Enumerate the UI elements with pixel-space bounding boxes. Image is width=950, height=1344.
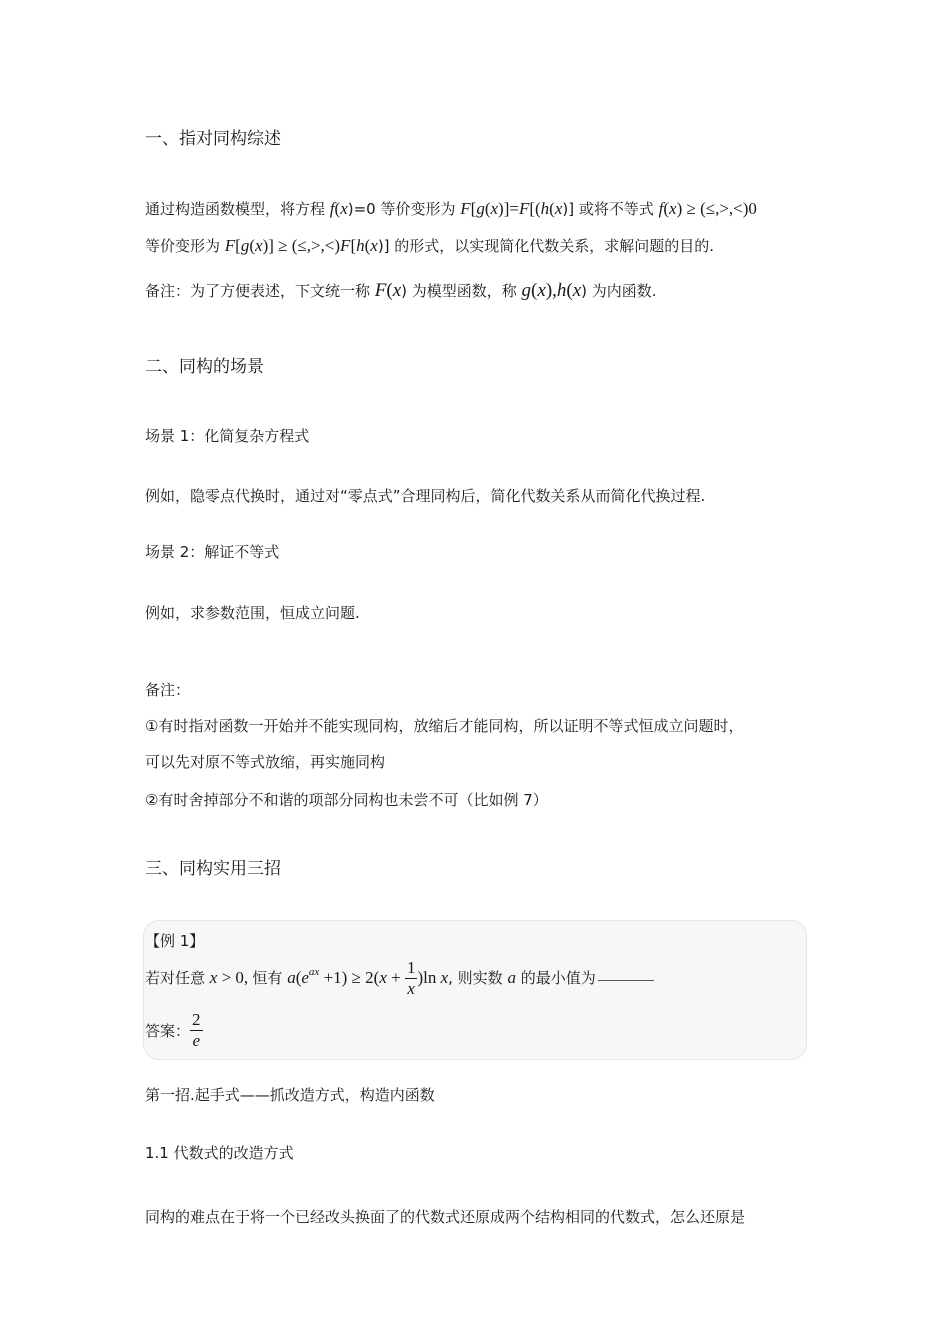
example-answer: 答案： $\frac{2}{e}$ (145, 1010, 201, 1050)
remark-1-line-1: ①有时指对函数一开始并不能实现同构，放缩后才能同构，所以证明不等式恒成立问题时， (145, 717, 744, 735)
remark-1-line-2: 可以先对原不等式放缩，再实施同构 (145, 753, 386, 771)
answer-blank (598, 980, 654, 981)
section-heading-2: 二、同构的场景 (145, 357, 264, 377)
section-heading-3: 三、同构实用三招 (145, 859, 281, 879)
remark-title: 备注： (145, 681, 191, 699)
scene-2-title: 场景 2：解证不等式 (145, 543, 280, 561)
remark-2: ②有时舍掉部分不和谐的项部分同构也未尝不可（比如例 7） (145, 791, 548, 809)
scene-1-title: 场景 1：化简复杂方程式 (145, 427, 310, 445)
example-label: 【例 1】 (145, 932, 205, 950)
paragraph-text: 同构的难点在于将一个已经改头换面了的代数式还原成两个结构相同的代数式，怎么还原是 (145, 1208, 746, 1226)
move-1-heading: 第一招.起手式——抓改造方式，构造内函数 (145, 1086, 435, 1104)
definition-line-2: 等价变形为 F[g(x)] ≥ (≤,>,<)F[h(x)] 的形式，以实现简化代数关系，求解问题的目的. (145, 236, 715, 255)
scene-2-text: 例如，求参数范围，恒成立问题. (145, 604, 360, 622)
definition-line-1: 通过构造函数模型，将方程 f(x)=0 等价变形为 F[g(x)]=F[(h(x)] 或将不等式 f(x) ≥ (≤,>,<)0 (145, 199, 757, 218)
fraction-two-over-e: $\frac{2}{e}$ (192, 1010, 201, 1050)
model-function-note: 备注：为了方便表述，下文统一称 F(x) 为模型函数，称 g(x),h(x) 为内函数. (145, 280, 657, 301)
section-heading-1: 一、指对同构综述 (145, 129, 281, 149)
example-question: 若对任意 x > 0, 恒有 $a(e^{ax} +1) \ge 2(x$ + $\frac{1}{x}$ )ln x, 则实数 a 的最小值为 (145, 958, 654, 999)
fraction-one-over-x: $\frac{1}{x}$ (406, 958, 416, 998)
scene-1-text: 例如，隐零点代换时，通过对“零点式”合理同构后，简化代数关系从而简化代换过程. (145, 487, 706, 505)
subsection-1-1: 1.1 代数式的改造方式 (145, 1144, 294, 1162)
